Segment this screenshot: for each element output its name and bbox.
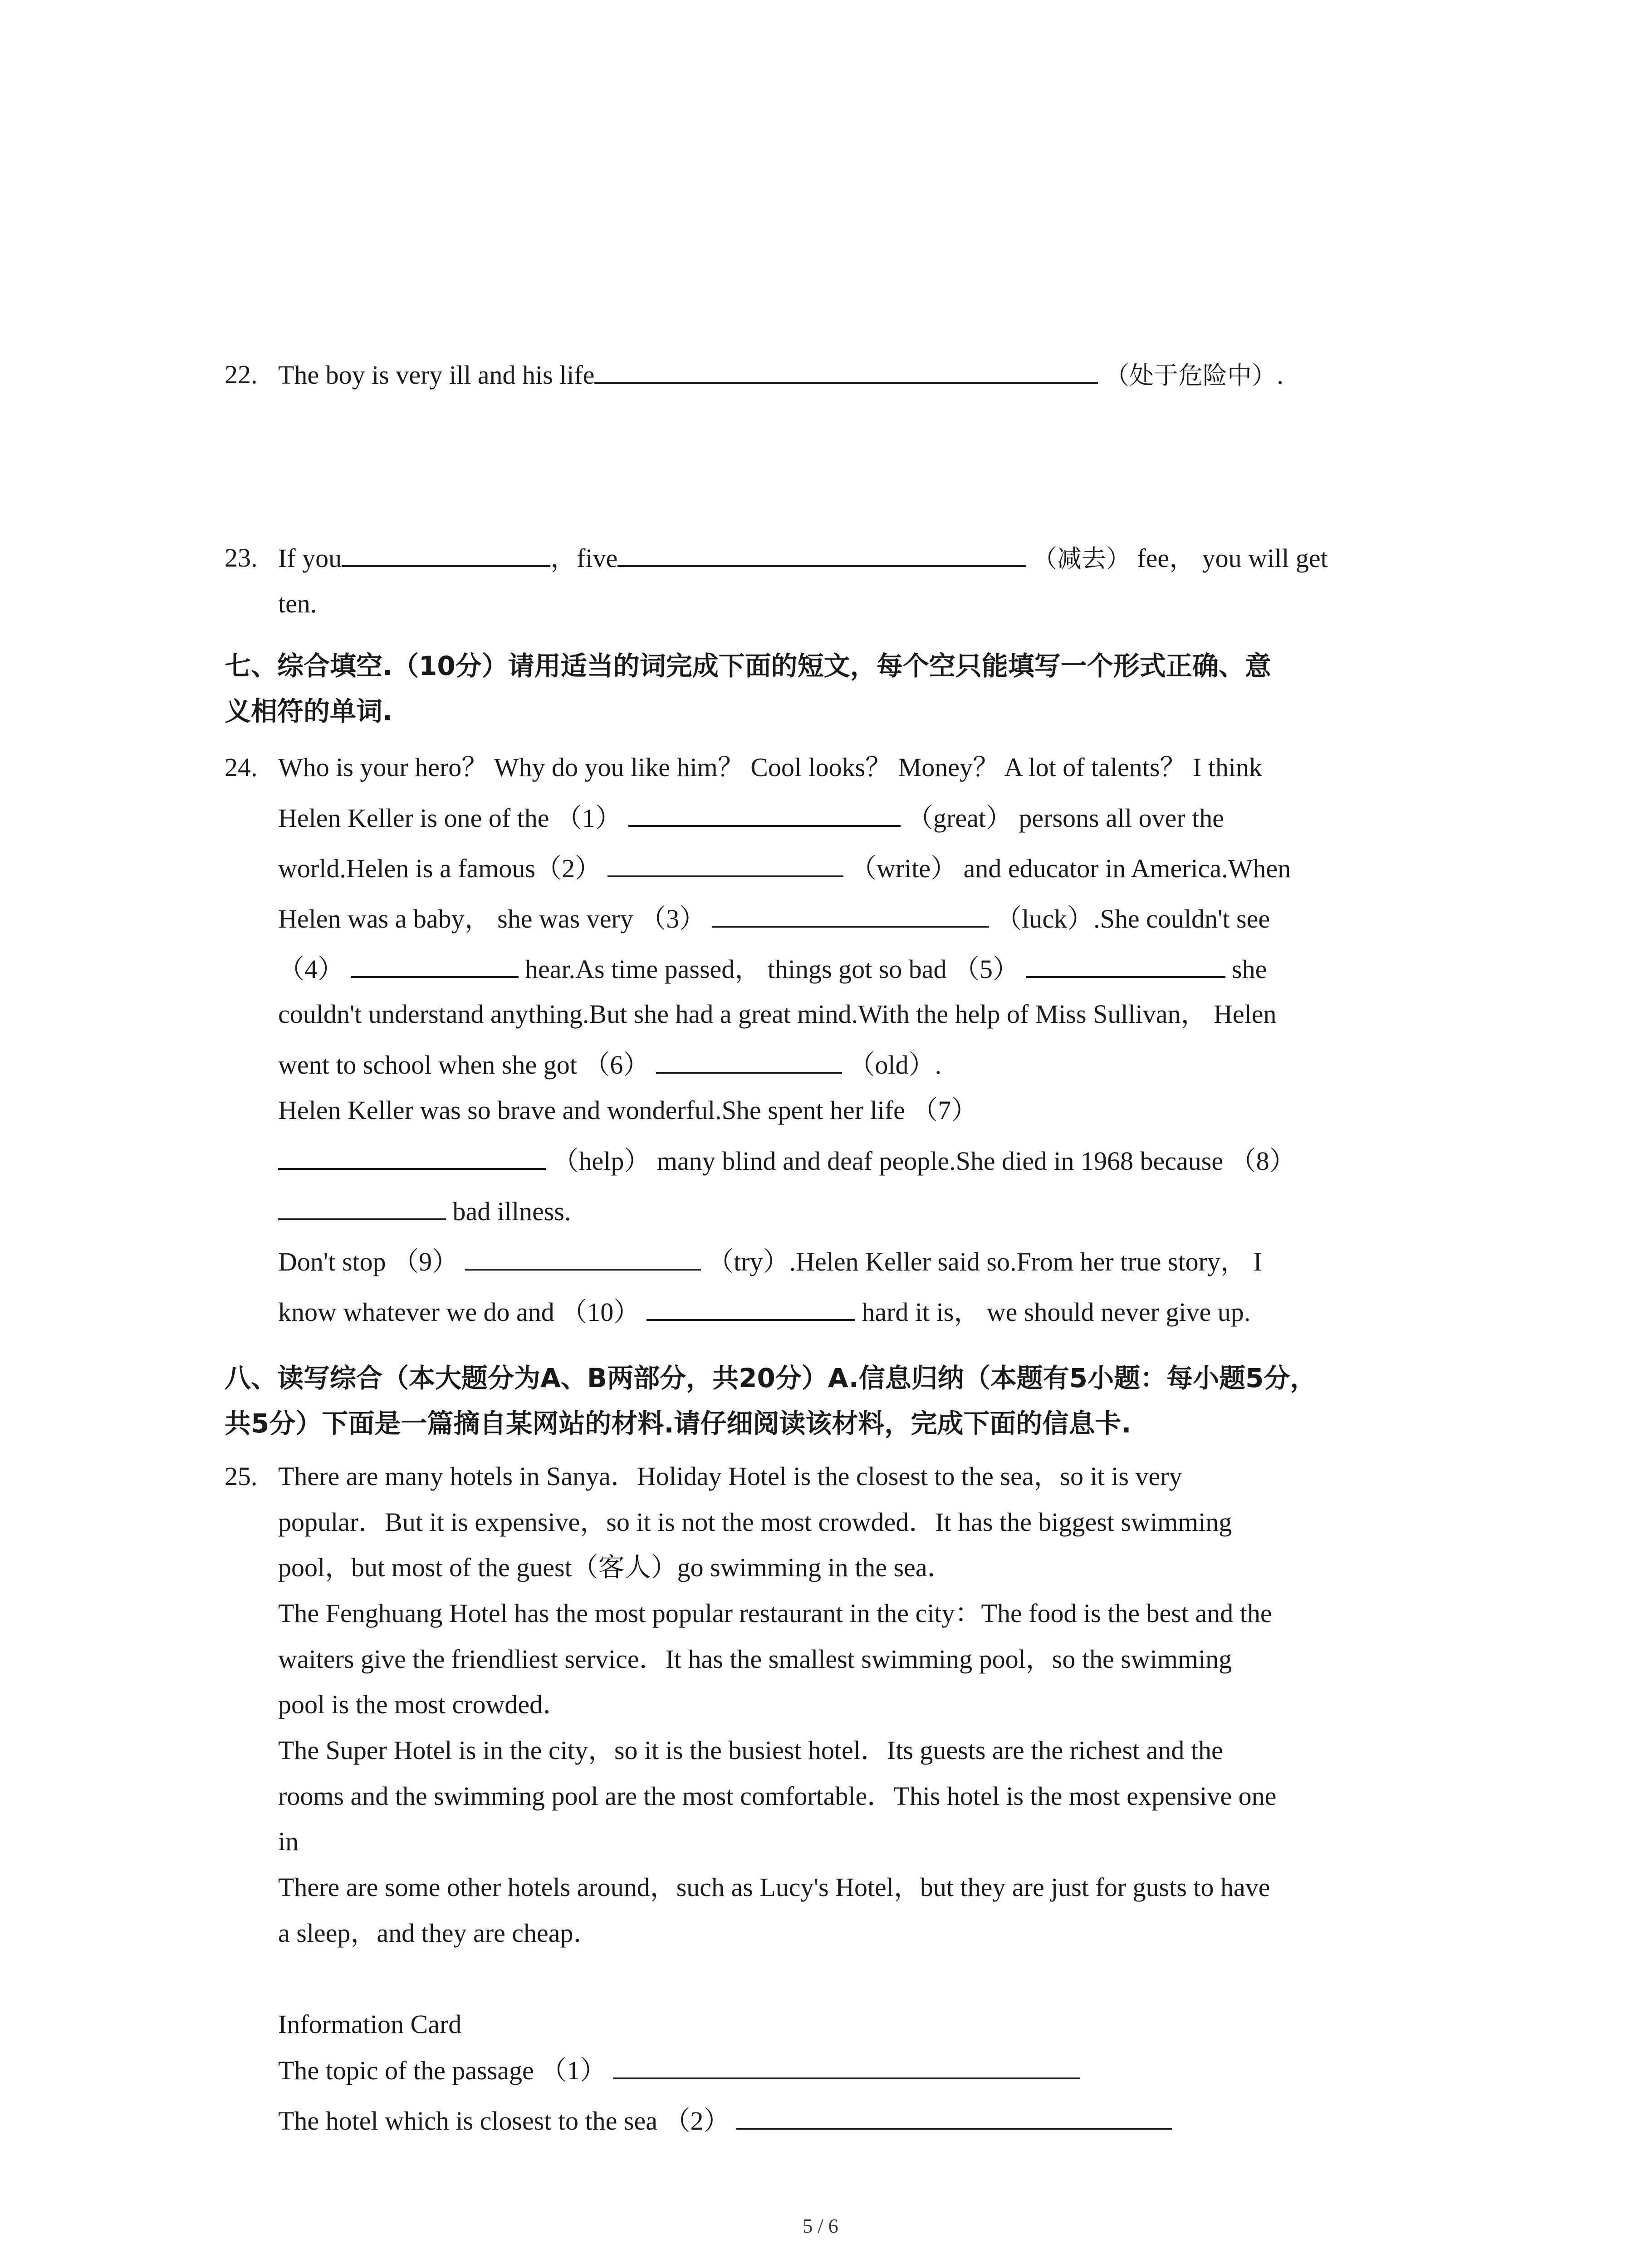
q24-line-7 <box>278 1042 941 1087</box>
q24-line-8: Helen Keller was so brave and wonderful.She spent her life （7） <box>278 1095 978 1125</box>
q24-text: went to school when she got （6） <box>278 1050 650 1080</box>
q25-passage-line: popular．But it is expensive，so it is not the most crowded．It has the biggest swimming <box>278 1507 1232 1537</box>
q24-text: （write） and educator in America.When <box>850 854 1291 883</box>
information-card-title: Information Card <box>278 2009 462 2039</box>
q24-line-12 <box>278 1289 1250 1334</box>
q22-text: The boy is very ill and his life <box>278 360 595 390</box>
q25-passage-line: a sleep，and they are cheap． <box>278 1918 600 1948</box>
q24-blank-1[interactable] <box>628 795 901 827</box>
q23-blank-1[interactable] <box>342 535 550 567</box>
q25-passage-line: pool is the most crowded． <box>278 1690 569 1719</box>
q25-passage-line: in <box>278 1827 299 1856</box>
q24-text: world.Helen is a famous（2） <box>278 854 601 883</box>
q24-text: （help） many blind and deaf people.She died in 1968 because （8） <box>552 1146 1296 1176</box>
q25-passage-line: There are many hotels in Sanya．Holiday Hotel is the closest to the sea，so it is very <box>278 1461 1182 1491</box>
q25-passage-line: waiters give the friendliest service．It has the smallest swimming pool，so the swimming <box>278 1644 1232 1674</box>
q23-text-1: If you <box>278 543 342 573</box>
q24-line-6: couldn't understand anything.But she had a great mind.With the help of Miss Sullivan， Helen <box>278 999 1277 1029</box>
q23-hint: （减去） <box>1032 544 1131 573</box>
q23-text-2: ，five <box>550 543 618 573</box>
q24-blank-10[interactable] <box>647 1289 855 1321</box>
q24-line-10 <box>278 1188 571 1234</box>
q25-passage-line: The Super Hotel is in the city，so it is the busiest hotel．Its guests are the richest and the <box>278 1735 1223 1765</box>
q25-passage-line: There are some other hotels around，such as Lucy's Hotel，but they are just for gusts to have <box>278 1872 1270 1902</box>
card-blank-2[interactable] <box>736 2098 1172 2130</box>
q24-blank-4[interactable] <box>351 946 519 978</box>
q22-blank[interactable] <box>594 352 1098 384</box>
q23-line-2: ten. <box>278 589 317 618</box>
q24-text: know whatever we do and （10） <box>278 1297 640 1327</box>
q24-blank-6[interactable] <box>656 1042 842 1074</box>
q25-number: 25. <box>225 1461 258 1491</box>
information-card-row-1 <box>278 2048 1080 2093</box>
q24-number: 24. <box>225 753 258 782</box>
q24-text: （old）. <box>848 1050 941 1080</box>
section8-heading-line2: 共5分）下面是一篇摘自某网站的材料.请仔细阅读该材料，完成下面的信息卡. <box>225 1408 1132 1439</box>
q24-blank-2[interactable] <box>607 846 843 877</box>
q22-hint: （处于危险中）. <box>1104 361 1284 390</box>
q24-text: she <box>1232 954 1267 984</box>
card-blank-1[interactable] <box>613 2048 1080 2079</box>
q25-passage-line: pool，but most of the guest（客人）go swimming in the sea． <box>278 1553 954 1582</box>
q24-blank-5[interactable] <box>1026 946 1225 978</box>
q24-text: bad illness. <box>452 1197 571 1226</box>
q25-passage-line: rooms and the swimming pool are the most comfortable．This hotel is the most expensive one <box>278 1781 1277 1811</box>
q24-text: Helen Keller is one of the （1） <box>278 803 622 833</box>
q24-text: （try）.Helen Keller said so.From her true story， I <box>707 1247 1262 1276</box>
card-label: The topic of the passage （1） <box>278 2056 607 2085</box>
card-label: The hotel which is closest to the sea （2） <box>278 2106 730 2136</box>
q23-line <box>278 535 1328 581</box>
q24-line-9 <box>278 1138 1296 1183</box>
q25-passage-line: The Fenghuang Hotel has the most popular restaurant in the city：The food is the best and the <box>278 1598 1272 1628</box>
section7-heading-line2: 义相符的单词. <box>225 696 393 727</box>
q24-text: （luck）.She couldn't see <box>995 904 1270 934</box>
q24-text: （great） persons all over the <box>907 803 1225 833</box>
information-card-row-2 <box>278 2098 1172 2143</box>
q24-line-4 <box>278 896 1270 941</box>
section8-heading-line1: 八、读写综合（本大题分为A、B两部分，共20分）A.信息归纳（本题有5小题：每小题5分， <box>225 1363 1317 1393</box>
q24-line-1: Who is your hero？ Why do you like him？ Cool looks？ Money？ A lot of talents？ I think <box>278 753 1262 782</box>
q22-line <box>278 352 1284 397</box>
q22-number: 22. <box>225 360 258 389</box>
q24-line-11 <box>278 1239 1262 1284</box>
q23-text-3: fee， you will get <box>1137 543 1328 573</box>
page-number: 5 / 6 <box>803 2215 838 2237</box>
q24-line-3 <box>278 846 1291 891</box>
q24-line-2 <box>278 795 1224 841</box>
q24-text: Don't stop （9） <box>278 1247 459 1276</box>
q23-number: 23. <box>225 543 258 572</box>
q24-text: （4） <box>278 954 344 984</box>
q24-text: hard it is， we should never give up. <box>862 1297 1251 1327</box>
q24-blank-3[interactable] <box>712 896 989 928</box>
q24-blank-7[interactable] <box>278 1138 546 1170</box>
section7-heading-line1: 七、综合填空.（10分）请用适当的词完成下面的短文，每个空只能填写一个形式正确、意 <box>225 650 1271 681</box>
q23-blank-2[interactable] <box>617 535 1026 567</box>
q24-blank-8[interactable] <box>278 1188 446 1220</box>
q24-text: Helen was a baby， she was very （3） <box>278 904 706 934</box>
q24-text: hear.As time passed， things got so bad （5） <box>525 954 1019 984</box>
q24-line-5 <box>278 946 1267 992</box>
q24-blank-9[interactable] <box>465 1239 701 1271</box>
